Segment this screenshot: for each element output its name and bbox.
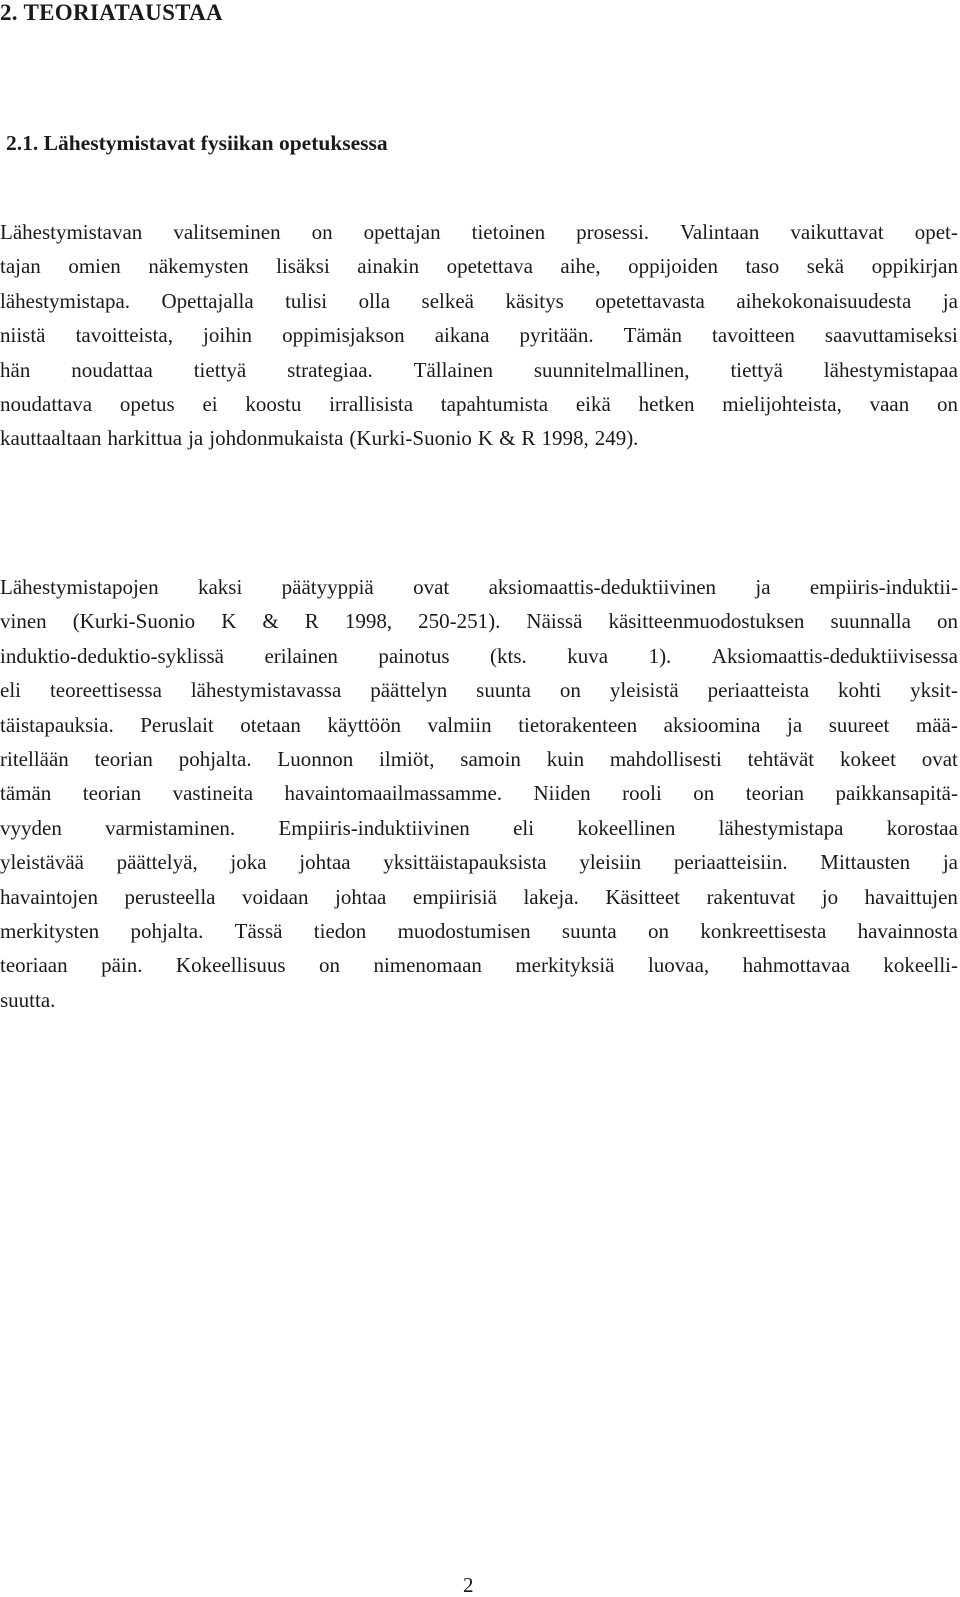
chapter-heading: 2. TEORIATAUSTAA bbox=[0, 0, 223, 25]
paragraph-line: kauttaaltaan harkittua ja johdonmukaista (Kurki-Suonio K & R 1998, 249). bbox=[0, 426, 639, 451]
paragraph-line: lähestymistapa. Opettajalla tulisi olla selkeä käsitys opetettavasta aihekokonaisuudesta ja bbox=[0, 288, 958, 313]
paragraph-line: yleistävää päättelyä, joka johtaa yksittäistapauksista yleisiin periaatteisiin. Mittausten ja bbox=[0, 850, 958, 875]
paragraph-line: induktio-deduktio-syklissä erilainen painotus (kts. kuva 1). Aksiomaattis-deduktiivisessa bbox=[0, 643, 958, 668]
paragraph-line: tämän teorian vastineita havaintomaailmassamme. Niiden rooli on teorian paikkansapitä- bbox=[0, 781, 958, 806]
paragraph-line: havaintojen perusteella voidaan johtaa empiirisiä lakeja. Käsitteet rakentuvat jo havaittujen bbox=[0, 884, 958, 909]
paragraph-line: merkitysten pohjalta. Tässä tiedon muodostumisen suunta on konkreettisesta havainnosta bbox=[0, 919, 958, 944]
body-paragraph-1 bbox=[0, 215, 958, 456]
paragraph-line: vinen (Kurki-Suonio K & R 1998, 250-251). Näissä käsitteenmuodostuksen suunnalla on bbox=[0, 609, 958, 634]
paragraph-line: ritellään teorian pohjalta. Luonnon ilmiöt, samoin kuin mahdollisesti tehtävät kokeet ovat bbox=[0, 747, 958, 772]
paragraph-line: Lähestymistavan valitseminen on opettajan tietoinen prosessi. Valintaan vaikuttavat opet- bbox=[0, 220, 958, 244]
paragraph-line: hän noudattaa tiettyä strategiaa. Tällainen suunnitelmallinen, tiettyä lähestymistapaa bbox=[0, 357, 958, 382]
paragraph-line: teoriaan päin. Kokeellisuus on nimenomaan merkityksiä luovaa, hahmottavaa kokeelli- bbox=[0, 953, 958, 978]
body-paragraph-2 bbox=[0, 570, 958, 1017]
paragraph-line: tajan omien näkemysten lisäksi ainakin opetettava aihe, oppijoiden taso sekä oppikirjan bbox=[0, 254, 958, 279]
page-number: 2 bbox=[463, 1573, 474, 1597]
paragraph-line: suutta. bbox=[0, 987, 56, 1012]
paragraph-line: noudattava opetus ei koostu irrallisista tapahtumista eikä hetken mielijohteista, vaan on bbox=[0, 392, 958, 417]
paragraph-line: Lähestymistapojen kaksi päätyyppiä ovat aksiomaattis-deduktiivinen ja empiiris-induktii- bbox=[0, 575, 958, 599]
section-heading: 2.1. Lähestymistavat fysiikan opetuksessa bbox=[6, 131, 388, 155]
paragraph-line: niistä tavoitteista, joihin oppimisjakson aikana pyritään. Tämän tavoitteen saavuttamiseksi bbox=[0, 323, 958, 348]
paragraph-line: vyyden varmistaminen. Empiiris-induktiivinen eli kokeellinen lähestymistapa korostaa bbox=[0, 815, 958, 840]
paragraph-line: täistapauksia. Peruslait otetaan käyttöön valmiin tietorakenteen aksioomina ja suureet mää- bbox=[0, 712, 958, 737]
paragraph-line: eli teoreettisessa lähestymistavassa päättelyn suunta on yleisistä periaatteista kohti yksit- bbox=[0, 678, 958, 703]
